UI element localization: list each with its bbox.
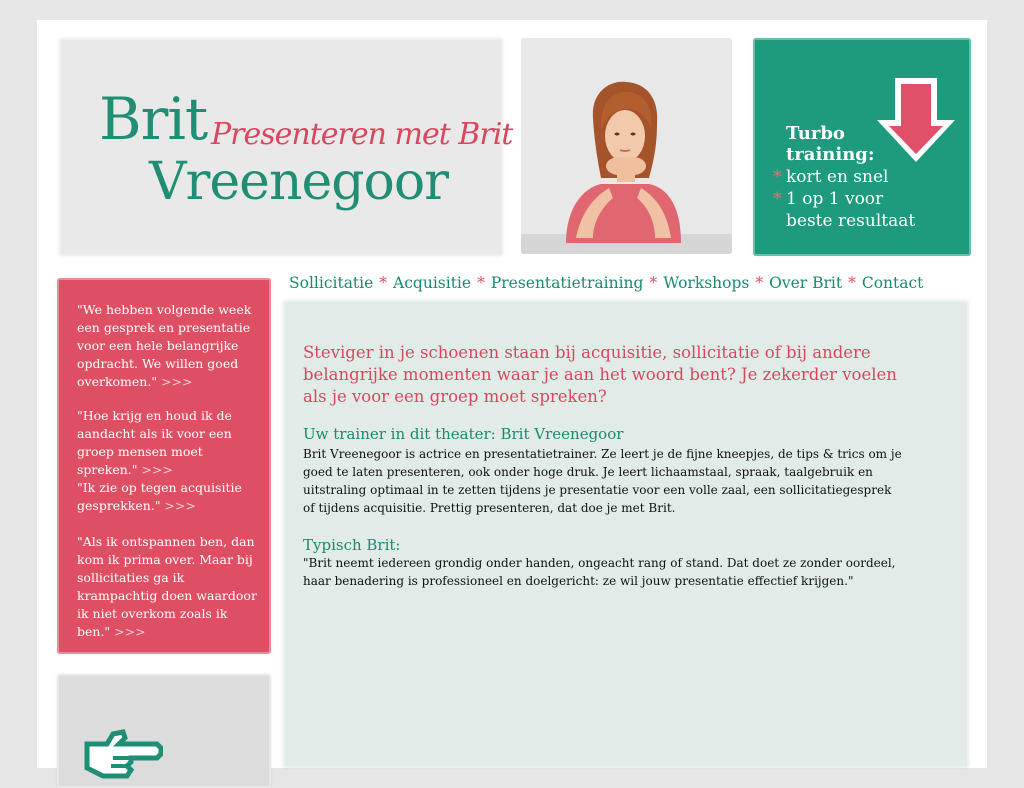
- turbo-item-label: kort en snel: [786, 167, 889, 187]
- nav-separator: *: [755, 274, 764, 292]
- logo-vreenegoor: Vreenegoor: [149, 152, 448, 212]
- quote-item[interactable]: [77, 533, 259, 641]
- nav-acquisitie[interactable]: Acquisitie: [393, 274, 472, 292]
- quote-item[interactable]: [77, 479, 259, 515]
- quote-more-link[interactable]: >>>: [114, 624, 146, 639]
- turbo-training-panel[interactable]: [753, 38, 971, 256]
- typisch-text: "Brit neemt iedereen grondig onder handen, ongeacht rang of stand. Dat doet ze zonder oordeel, haar benadering is professioneel en doelgericht: ze wil jouw presentatie effectief krijgen.": [303, 556, 896, 588]
- quotes-panel: [57, 278, 271, 654]
- nav-workshops[interactable]: Workshops: [663, 274, 750, 292]
- quote-text: "Hoe krijg en houd ik de aandacht als ik voor een groep mensen moet spreken.": [77, 408, 232, 477]
- turbo-list: [773, 166, 916, 232]
- turbo-item-label: 1 op 1 voor beste resultaat: [786, 189, 916, 231]
- turbo-item: [773, 188, 916, 232]
- star-bullet-icon: *: [773, 167, 782, 187]
- trainer-text: Brit Vreenegoor is actrice en presentatietrainer. Ze leert je de fijne kneepjes, de tips & trics om je goed te laten presenteren, ook onder hoge druk. Je leert lichaamstaal, spraak, taalgebruik en uitstraling optimaal in te zetten tijdens je presentatie voor een volle zaal, een sollicitatiegesprek of tijdens acquisitie. Prettig presenteren, dat doe je met Brit.: [303, 447, 902, 515]
- nav-separator: *: [848, 274, 856, 292]
- quote-text: "Ik zie op tegen acquisitie gesprekken.": [77, 480, 242, 513]
- nav-over-brit[interactable]: Over Brit: [769, 274, 843, 292]
- main-nav: [289, 274, 923, 292]
- nav-separator: *: [649, 274, 658, 292]
- main-content: [283, 300, 969, 768]
- portrait-photo: [521, 38, 732, 254]
- nav-contact[interactable]: Contact: [861, 274, 924, 292]
- nav-separator: *: [477, 274, 485, 292]
- page: [37, 20, 987, 768]
- trainer-heading: Uw trainer in dit theater: Brit Vreenegoor: [303, 425, 624, 443]
- pointing-hand-panel[interactable]: [57, 674, 271, 788]
- logo-brit: Brit: [99, 85, 208, 153]
- quote-more-link[interactable]: >>>: [164, 498, 196, 513]
- quote-more-link[interactable]: >>>: [141, 462, 173, 477]
- quote-more-link[interactable]: >>>: [161, 374, 193, 389]
- logo-tagline: Presenteren met Brit: [211, 117, 513, 152]
- quote-item[interactable]: [77, 407, 259, 479]
- nav-sollicitatie[interactable]: Sollicitatie: [289, 274, 374, 292]
- portrait-image: [521, 38, 732, 254]
- pointing-hand-icon: [83, 726, 163, 786]
- turbo-item: [773, 166, 916, 188]
- quote-text: "Als ik ontspannen ben, dan kom ik prima over. Maar bij sollicitaties ga ik krampachtig doen waardoor ik niet overkom zoals ik ben.": [77, 534, 257, 639]
- star-bullet-icon: *: [773, 189, 782, 209]
- quote-text: "We hebben volgende week een gesprek en presentatie voor een hele belangrijke opdracht. We willen goed overkomen.": [77, 302, 252, 389]
- nav-presentatietraining[interactable]: Presentatietraining: [490, 274, 644, 292]
- quote-item[interactable]: [77, 301, 259, 391]
- lead-text: Steviger in je schoenen staan bij acquisitie, sollicitatie of bij andere belangrijke momenten waar je aan het woord bent? Je zekerder voelen als je voor een groep moet spreken?: [303, 343, 897, 406]
- logo-panel[interactable]: [59, 38, 513, 256]
- typisch-heading: Typisch Brit:: [303, 536, 401, 554]
- turbo-title: Turbo training:: [786, 123, 875, 165]
- nav-separator: *: [379, 274, 388, 292]
